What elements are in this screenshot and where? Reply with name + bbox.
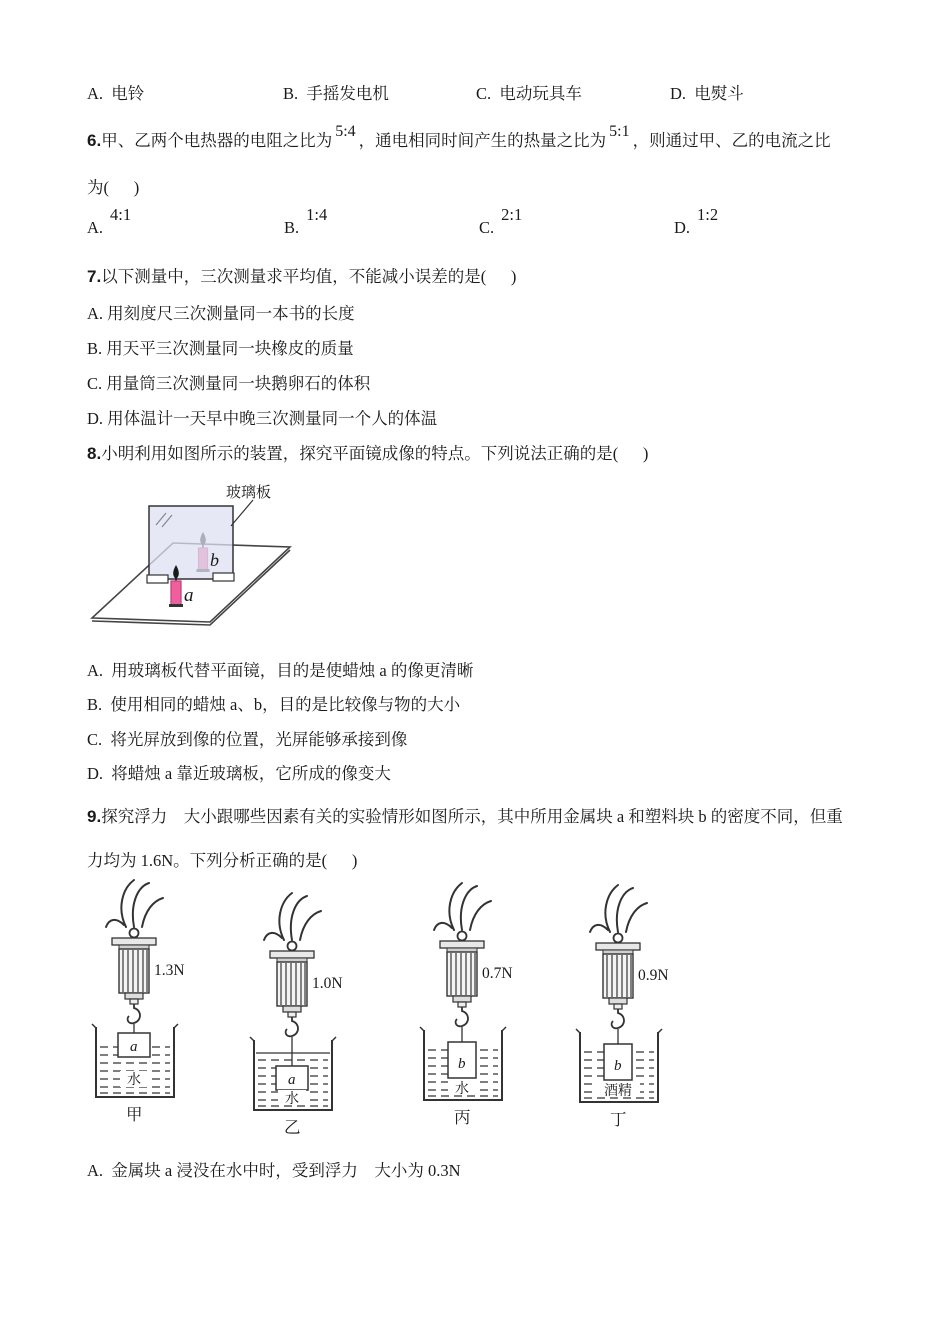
option-text: 电铃 xyxy=(111,84,145,103)
q9-stem-line1 xyxy=(87,806,843,828)
spring-scale-setup-ding xyxy=(546,880,696,1130)
q8-stem xyxy=(87,443,648,465)
scale-reading: 1.3N xyxy=(154,962,185,979)
setup-caption: 丁 xyxy=(610,1110,627,1129)
stem-text: 甲、乙两个电热器的电阻之比为 xyxy=(101,131,333,150)
option-value: 1:4 xyxy=(306,205,328,224)
glass-foot xyxy=(147,575,168,583)
q7-option-d: D. 用体温计一天早中晚三次测量同一个人的体温 xyxy=(87,409,438,428)
glass-plate xyxy=(149,506,233,579)
q6-stem xyxy=(87,123,831,153)
scale-reading: 1.0N xyxy=(312,975,343,992)
option-letter: A. xyxy=(87,218,104,237)
q7-stem xyxy=(87,266,516,288)
candle-b-label: b xyxy=(210,550,219,570)
ratio-value: 5:1 xyxy=(609,123,630,140)
block-label: b xyxy=(614,1058,622,1074)
q6-option-a xyxy=(87,205,132,238)
q8-option-c: C. 将光屏放到像的位置，光屏能够承接到像 xyxy=(87,730,408,749)
spring-scale-setup-yi xyxy=(220,888,370,1138)
spring-scale xyxy=(270,951,314,1036)
block-label: b xyxy=(458,1056,466,1072)
option-value: 2:1 xyxy=(501,205,523,224)
block-label: a xyxy=(288,1072,296,1088)
q5-option-c xyxy=(476,80,582,104)
q5-option-a xyxy=(87,80,144,104)
ratio-value: 5:4 xyxy=(335,123,356,140)
q5-option-d xyxy=(670,80,744,104)
q8-option-b: B. 使用相同的蜡烛 a、b，目的是比较像与物的大小 xyxy=(87,695,461,714)
q9-option-a: A. 金属块 a 浸没在水中时，受到浮力 大小为 0.3N xyxy=(87,1161,461,1180)
spring-scale xyxy=(596,943,640,1028)
scale-ring xyxy=(458,932,467,941)
option-value: 1:2 xyxy=(697,205,719,224)
option-letter: C. xyxy=(479,218,495,237)
liquid-label: 水 xyxy=(285,1092,299,1107)
scale-reading: 0.7N xyxy=(482,965,513,982)
q8-option-d: D. 将蜡烛 a 靠近玻璃板，它所成的像变大 xyxy=(87,764,391,783)
setup-caption: 丙 xyxy=(454,1108,471,1127)
hand-icon xyxy=(264,893,321,940)
stem-text: 探究浮力 大小跟哪些因素有关的实验情形如图所示，其中所用金属块 a 和塑料块 b 的密度不同，但重 xyxy=(101,807,843,826)
scale-reading: 0.9N xyxy=(638,967,669,984)
option-letter: D. xyxy=(670,84,687,103)
hand-icon xyxy=(590,885,647,932)
spring-scale-setup-jia xyxy=(62,875,212,1125)
q6-option-d xyxy=(674,205,719,238)
q7-option-c: C. 用量筒三次测量同一块鹅卵石的体积 xyxy=(87,374,371,393)
option-text: 电动玩具车 xyxy=(499,84,582,103)
option-text: 手摇发电机 xyxy=(306,84,389,103)
stem-text: ，通电相同时间产生的热量之比为 xyxy=(358,131,607,150)
question-number: 7. xyxy=(87,267,102,286)
q5-option-b xyxy=(283,80,389,104)
q8-option-a: A. 用玻璃板代替平面镜，目的是使蜡烛 a 的像更清晰 xyxy=(87,661,474,680)
option-letter: D. xyxy=(674,218,691,237)
hook-icon xyxy=(128,1004,140,1023)
option-letter: C. xyxy=(476,84,492,103)
spring-scale-setup-bing xyxy=(390,878,540,1128)
liquid-label: 水 xyxy=(455,1082,469,1097)
hand-icon xyxy=(106,880,163,927)
leader-line xyxy=(231,500,253,526)
block-label: a xyxy=(130,1039,138,1055)
glass-plate-label: 玻璃板 xyxy=(226,485,272,501)
scale-ring xyxy=(288,942,297,951)
option-text: 电熨斗 xyxy=(694,84,744,103)
hook-icon xyxy=(286,1017,298,1036)
candle-a-label: a xyxy=(184,585,194,606)
q6-option-b xyxy=(284,205,328,238)
q6-option-c xyxy=(479,205,523,238)
scale-ring xyxy=(614,934,623,943)
question-number: 9. xyxy=(87,807,102,826)
mirror-experiment-figure xyxy=(85,470,320,642)
option-letter: B. xyxy=(284,218,300,237)
spring-scale xyxy=(112,938,156,1023)
q6-stem-cont: 为( ) xyxy=(87,178,140,197)
stem-text: 以下测量中，三次测量求平均值，不能减小误差的是( ) xyxy=(101,267,517,286)
liquid-label: 水 xyxy=(127,1073,141,1088)
glass-foot xyxy=(213,573,234,581)
q7-option-a: A. 用刻度尺三次测量同一本书的长度 xyxy=(87,304,355,323)
hand-icon xyxy=(434,883,491,930)
question-number: 8. xyxy=(87,444,102,463)
hook-icon xyxy=(612,1009,624,1028)
liquid-label: 酒精 xyxy=(604,1084,632,1099)
spring-scale xyxy=(440,941,484,1026)
setup-caption: 甲 xyxy=(126,1105,143,1124)
hook-icon xyxy=(456,1007,468,1026)
option-letter: A. xyxy=(87,84,104,103)
stem-text: ，则通过甲、乙的电流之比 xyxy=(632,131,831,150)
q9-stem-line2: 力均为 1.6N。下列分析正确的是( ) xyxy=(87,851,358,870)
scale-ring xyxy=(130,929,139,938)
option-value: 4:1 xyxy=(110,205,132,224)
q7-option-b: B. 用天平三次测量同一块橡皮的质量 xyxy=(87,339,354,358)
setup-caption: 乙 xyxy=(284,1118,301,1137)
option-letter: B. xyxy=(283,84,299,103)
stem-text: 小明利用如图所示的装置，探究平面镜成像的特点。下列说法正确的是( ) xyxy=(101,444,649,463)
question-number: 6. xyxy=(87,131,102,150)
